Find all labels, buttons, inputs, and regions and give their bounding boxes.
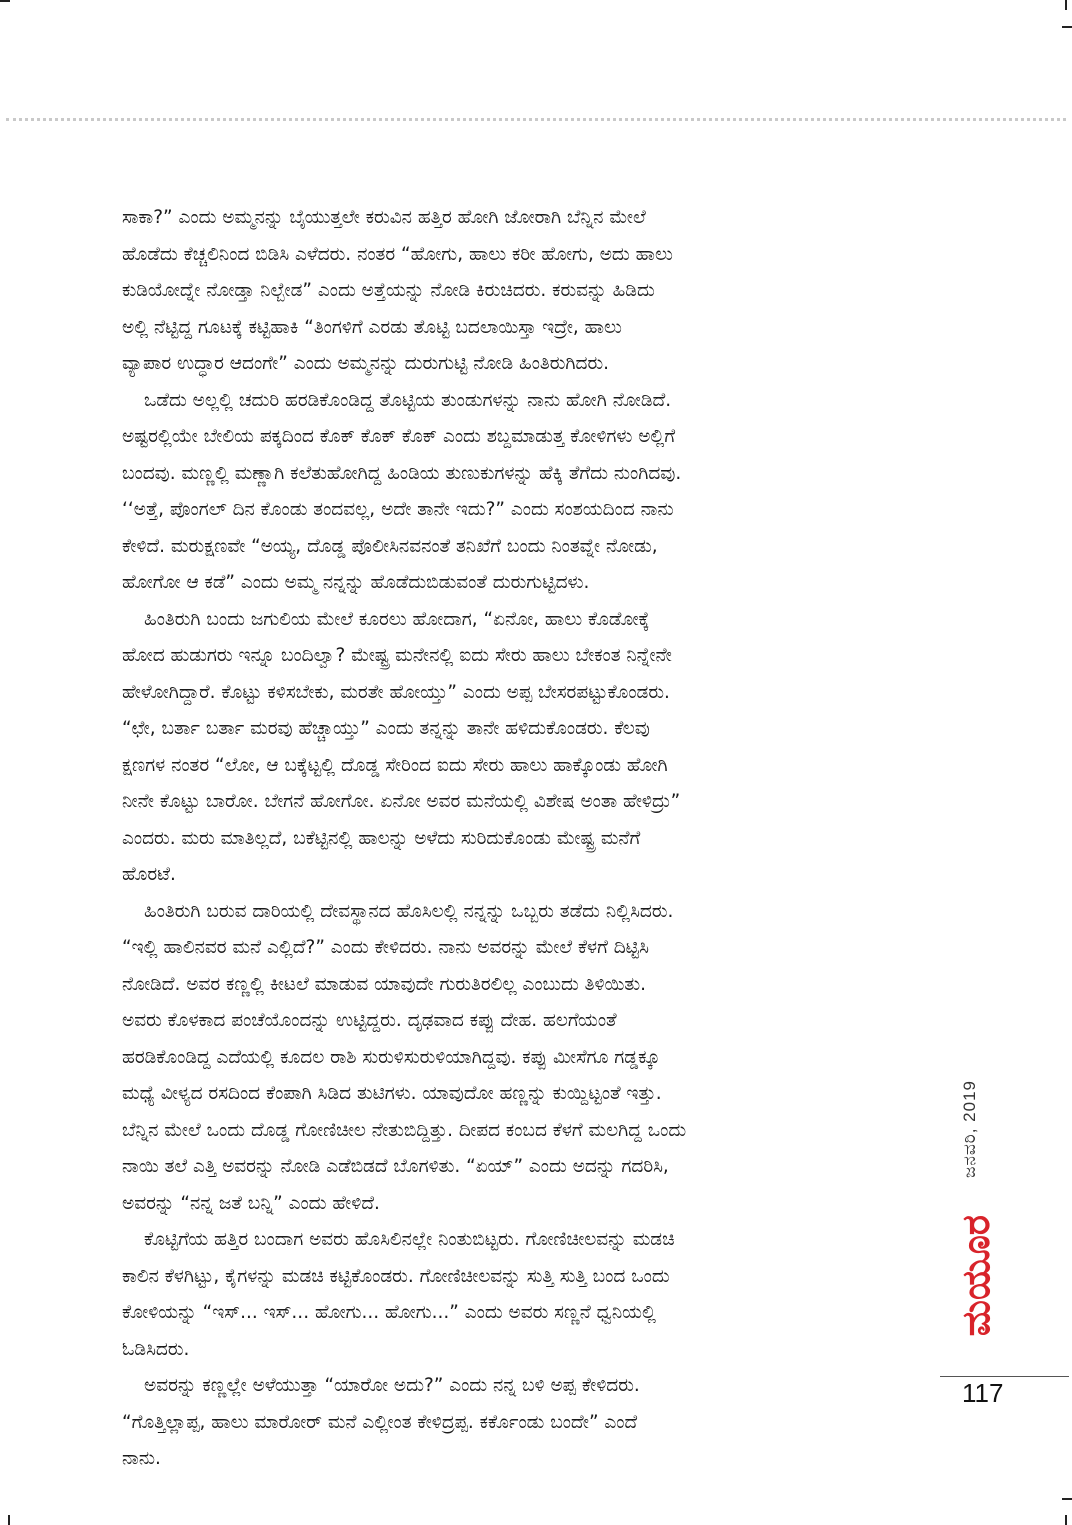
text-line: ಮಧ್ಯೆ ವೀಳ್ಯದ ರಸದಿಂದ ಕೆಂಪಾಗಿ ಸಿಡಿದ ತುಟಿಗಳು. ಯಾವುದೋ ಹಣ್ಣನ್ನು ಕುಯ್ದಿಟ್ಟಂತೆ ಇತ್ತು. [122, 1083, 662, 1104]
crop-mark-top-left [0, 0, 10, 2]
text-line: ಓಡಿಸಿದರು. [122, 1338, 190, 1360]
header-dotted-rule [6, 118, 1066, 121]
crop-mark-bottom-right [1065, 1515, 1067, 1525]
issue-date: ಜನವರಿ, 2019 [960, 1080, 979, 1179]
text-line: ಹೊರಟೆ. [122, 864, 176, 885]
magazine-logo: ಮಯೂರ [954, 1215, 998, 1337]
text-line: ಕುಡಿಯೋದ್ನೇ ನೋಡ್ತಾ ನಿಲ್ಬೇಡ” ಎಂದು ಅತ್ತೆಯನ್ನು ನೋಡಿ ಕಿರುಚಿದರು. ಕರುವನ್ನು ಹಿಡಿದು [122, 280, 655, 301]
text-line: ಅವರನ್ನು ಕಣ್ಣಲ್ಲೇ ಅಳೆಯುತ್ತಾ “ಯಾರೋ ಅದು?” ಎಂದು ನನ್ನ ಬಳಿ ಅಪ್ಪ ಕೇಳಿದರು. [144, 1375, 640, 1396]
text-line: ನೀನೇ ಕೊಟ್ಟು ಬಾರೋ. ಬೇಗನೆ ಹೋಗೋ. ಏನೋ ಅವರ ಮನೆಯಲ್ಲಿ ವಿಶೇಷ ಅಂತಾ ಹೇಳಿದ್ರು” [122, 791, 681, 812]
text-line: ಕೇಳಿದೆ. ಮರುಕ್ಷಣವೇ “ಅಯ್ಯ, ದೊಡ್ಡ ಪೊಲೀಸಿನವನಂತೆ ತನಿಖೆಗೆ ಬಂದು ನಿಂತವ್ನೇ ನೋಡು, [122, 535, 658, 557]
text-line: ಒಡೆದು ಅಲ್ಲಲ್ಲಿ ಚದುರಿ ಹರಡಿಕೊಂಡಿದ್ದ ತೊಟ್ಟಿಯ ತುಂಡುಗಳನ್ನು ನಾನು ಹೋಗಿ ನೋಡಿದೆ. [144, 389, 672, 411]
text-line: ಕೋಳಿಯನ್ನು “ಇಸ್... ಇಸ್... ಹೋಗು... ಹೋಗು...” ಎಂದು ಅವರು ಸಣ್ಣನೆ ಧ್ವನಿಯಲ್ಲಿ [122, 1302, 656, 1323]
crop-mark-right-lower [1062, 1498, 1072, 1500]
text-line: ಕಾಲಿನ ಕೆಳಗಿಟ್ಟು, ಕೈಗಳನ್ನು ಮಡಚಿ ಕಟ್ಟಿಕೊಂಡರು. ಗೋಣಿಚೀಲವನ್ನು ಸುತ್ತಿ ಸುತ್ತಿ ಬಂದ ಒಂದು [122, 1265, 670, 1287]
text-line: ಹೇಳೋಗಿದ್ದಾರೆ. ಕೊಟ್ಟು ಕಳಿಸಬೇಕು, ಮರತೇ ಹೋಯ್ತು” ಎಂದು ಅಪ್ಪ ಬೇಸರಪಟ್ಟುಕೊಂಡರು. [122, 681, 670, 703]
text-line: ಅವರನ್ನು “ನನ್ನ ಜತೆ ಬನ್ನಿ” ಎಂದು ಹೇಳಿದೆ. [122, 1192, 380, 1214]
text-line: ಎಂದರು. ಮರು ಮಾತಿಲ್ಲದೆ, ಬಕೆಟ್ಟಿನಲ್ಲಿ ಹಾಲನ್ನು ಅಳೆದು ಸುರಿದುಕೊಂಡು ಮೇಷ್ಟ್ರ ಮನೆಗೆ [122, 827, 641, 849]
text-line: ಅಷ್ಟರಲ್ಲಿಯೇ ಬೇಲಿಯ ಪಕ್ಕದಿಂದ ಕೊಕ್ ಕೊಕ್ ಕೊಕ್ ಎಂದು ಶಬ್ದಮಾಡುತ್ತ ಕೋಳಿಗಳು ಅಲ್ಲಿಗೆ [122, 426, 676, 447]
text-line: ಬೆನ್ನಿನ ಮೇಲೆ ಒಂದು ದೊಡ್ಡ ಗೋಣಿಚೀಲ ನೇತುಬಿದ್ದಿತ್ತು. ದೀಪದ ಕಂಬದ ಕೆಳಗೆ ಮಲಗಿದ್ದ ಒಂದು [122, 1119, 687, 1141]
text-line: “ಛೇ, ಬರ್ತಾ ಬರ್ತಾ ಮರವು ಹೆಚ್ಚಾಯ್ತು” ಎಂದು ತನ್ನನ್ನು ತಾನೇ ಹಳಿದುಕೊಂಡರು. ಕೆಲವು [122, 718, 650, 739]
text-line: ಹರಡಿಕೊಂಡಿದ್ದ ಎದೆಯಲ್ಲಿ ಕೂದಲ ರಾಶಿ ಸುರುಳಿಸುರುಳಿಯಾಗಿದ್ದವು. ಕಪ್ಪು ಮೀಸೆಗೂ ಗಡ್ಡಕ್ಕೂ [122, 1046, 661, 1068]
crop-mark-bottom-left [8, 1515, 10, 1525]
text-line: “ಇಲ್ಲಿ ಹಾಲಿನವರ ಮನೆ ಎಲ್ಲಿದೆ?” ಎಂದು ಕೇಳಿದರು. ನಾನು ಅವರನ್ನು ಮೇಲೆ ಕೆಳಗೆ ದಿಟ್ಟಿಸಿ [122, 937, 649, 958]
crop-mark-top-right [1065, 0, 1067, 10]
text-line: ಕೊಟ್ಟಿಗೆಯ ಹತ್ತಿರ ಬಂದಾಗ ಅವರು ಹೊಸಿಲಿನಲ್ಲೇ ನಿಂತುಬಿಟ್ಟರು. ಗೋಣಿಚೀಲವನ್ನು ಮಡಚಿ [144, 1229, 675, 1250]
text-line: ‘‘ಅತ್ತೆ, ಪೊಂಗಲ್ ದಿನ ಕೊಂಡು ತಂದವಲ್ಲ, ಅದೇ ತಾನೇ ಇದು?” ಎಂದು ಸಂಶಯದಿಂದ ನಾನು [122, 499, 674, 520]
text-line: “ಗೊತ್ತಿಲ್ಲಾಪ್ಪ, ಹಾಲು ಮಾರೋರ್ ಮನೆ ಎಲ್ಲೀಂತ ಕೇಳಿದ್ರಪ್ಪ. ಕರ್ಕೊಂಡು ಬಂದೇ” ಎಂದೆ [122, 1411, 638, 1433]
text-line: ಕ್ಷಣಗಳ ನಂತರ “ಲೋ, ಆ ಬಕ್ಕೆಟ್ಟಲ್ಲಿ ದೊಡ್ಡ ಸೇರಿಂದ ಐದು ಸೇರು ಹಾಲು ಹಾಕ್ಕೊಂಡು ಹೋಗಿ [122, 754, 668, 776]
text-line: ಹೋಗೋ ಆ ಕಡೆ” ಎಂದು ಅಮ್ಮ ನನ್ನನ್ನು ಹೊಡೆದುಬಿಡುವಂತೆ ದುರುಗುಟ್ಟಿದಳು. [122, 572, 590, 593]
text-line: ಹಿಂತಿರುಗಿ ಬಂದು ಜಗುಲಿಯ ಮೇಲೆ ಕೂರಲು ಹೋದಾಗ, “ಏನೋ, ಹಾಲು ಕೊಡೋಕ್ಕೆ [144, 608, 650, 630]
article-body [122, 200, 922, 1478]
page-number: 117 [962, 1378, 1004, 1408]
text-line: ನಾಯಿ ತಲೆ ಎತ್ತಿ ಅವರನ್ನು ನೋಡಿ ಎಡೆಬಿಡದೆ ಬೊಗಳಿತು. “ಏಯ್” ಎಂದು ಅದನ್ನು ಗದರಿಸಿ, [122, 1156, 669, 1177]
text-line: ವ್ಯಾಪಾರ ಉದ್ಧಾರ ಆದಂಗೇ” ಎಂದು ಅಮ್ಮನನ್ನು ದುರುಗುಟ್ಟಿ ನೋಡಿ ಹಿಂತಿರುಗಿದರು. [122, 353, 609, 374]
text-line: ನೋಡಿದೆ. ಅವರ ಕಣ್ಣಲ್ಲಿ ಕೀಟಲೆ ಮಾಡುವ ಯಾವುದೇ ಗುರುತಿರಲಿಲ್ಲ ಎಂಬುದು ತಿಳಿಯಿತು. [122, 973, 646, 995]
crop-mark-right-upper [1062, 26, 1072, 28]
text-line: ಬಂದವು. ಮಣ್ಣಲ್ಲಿ ಮಣ್ಣಾಗಿ ಕಲೆತುಹೋಗಿದ್ದ ಹಿಂಡಿಯ ತುಣುಕುಗಳನ್ನು ಹೆಕ್ಕಿ ತೆಗೆದು ನುಂಗಿದವು. [122, 462, 682, 484]
text-line: ನಾನು. [122, 1448, 161, 1469]
text-line: ಹಿಂತಿರುಗಿ ಬರುವ ದಾರಿಯಲ್ಲಿ ದೇವಸ್ಥಾನದ ಹೊಸಿಲಲ್ಲಿ ನನ್ನನ್ನು ಒಬ್ಬರು ತಡೆದು ನಿಲ್ಲಿಸಿದರು. [144, 900, 674, 922]
page-number-rule [940, 1376, 1069, 1377]
text-line: ಹೊಡೆದು ಕೆಚ್ಚಲಿನಿಂದ ಬಿಡಿಸಿ ಎಳೆದರು. ನಂತರ “ಹೋಗು, ಹಾಲು ಕರೀ ಹೋಗು, ಅದು ಹಾಲು [122, 243, 673, 265]
text-line: ಸಾಕಾ?” ಎಂದು ಅಮ್ಮನನ್ನು ಬೈಯುತ್ತಲೇ ಕರುವಿನ ಹತ್ತಿರ ಹೋಗಿ ಜೋರಾಗಿ ಬೆನ್ನಿನ ಮೇಲೆ [122, 207, 646, 228]
text-line: ಹೋದ ಹುಡುಗರು ಇನ್ನೂ ಬಂದಿಲ್ವಾ? ಮೇಷ್ಟ್ರ ಮನೇನಲ್ಲಿ ಐದು ಸೇರು ಹಾಲು ಬೇಕಂತ ನಿನ್ನೇನೇ [122, 645, 672, 666]
text-line: ಅಲ್ಲಿ ನೆಟ್ಟಿದ್ದ ಗೂಟಕ್ಕೆ ಕಟ್ಟಿಹಾಕಿ “ತಿಂಗಳಿಗೆ ಎರಡು ತೊಟ್ಟಿ ಬದಲಾಯಿಸ್ತಾ ಇದ್ರೇ, ಹಾಲು [122, 316, 622, 338]
text-line: ಅವರು ಕೊಳಕಾದ ಪಂಚೆಯೊಂದನ್ನು ಉಟ್ಟಿದ್ದರು. ದೃಢವಾದ ಕಪ್ಪು ದೇಹ. ಹಲಗೆಯಂತೆ [122, 1010, 617, 1031]
